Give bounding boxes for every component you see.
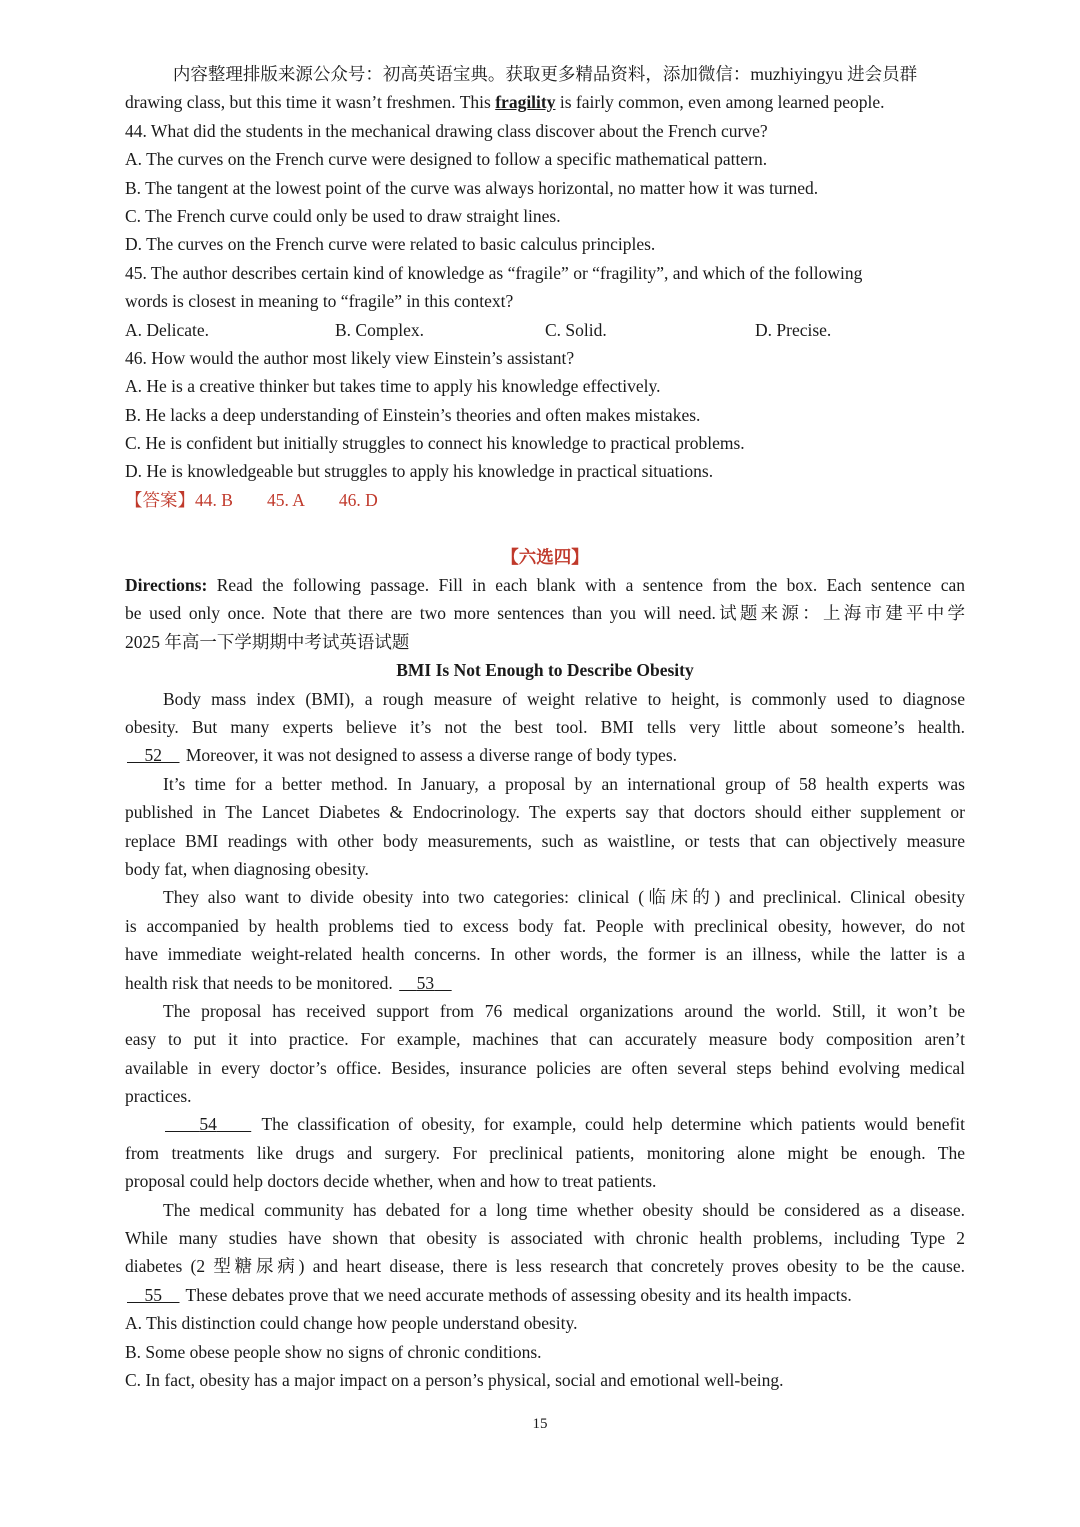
question-45-option: C. Solid.	[545, 319, 607, 340]
passage-line: While many studies have shown that obesity is associated with chronic health problems, including Type 2	[125, 1228, 965, 1249]
question-46-option: C. He is confident but initially struggles to connect his knowledge to practical problems.	[125, 433, 745, 454]
question-46-option: D. He is knowledgeable but struggles to apply his knowledge in practical situations.	[125, 461, 714, 482]
keyword-fragility: fragility	[495, 92, 556, 113]
passage-line: They also want to divide obesity into two categories: clinical (临床的) and preclinical. Clinical obesity	[163, 887, 965, 908]
passage-title: BMI Is Not Enough to Describe Obesity	[396, 660, 694, 681]
directions-line: 2025 年高一下学期期中考试英语试题	[125, 631, 410, 652]
passage-line: It’s time for a better method. In January, a proposal by an international group of 58 health experts was	[163, 773, 965, 794]
question-45-option: B. Complex.	[335, 319, 424, 340]
intro-line: drawing class, but this time it wasn’t freshmen. This fragility is fairly common, even among learned people.	[125, 92, 885, 113]
section-title: 【六选四】	[501, 546, 589, 567]
passage-line: The proposal has received support from 76 medical organizations around the world. Still, it won’t be	[163, 1000, 965, 1021]
passage-line: diabetes (2 型糖尿病) and heart disease, there is less research that concretely proves obesity to be the cause.	[125, 1256, 965, 1277]
question-45-option: D. Precise.	[755, 319, 832, 340]
question-45-options	[125, 316, 965, 344]
answer-44: 【答案】44. B	[125, 489, 233, 510]
directions-line: Directions: Read the following passage. Fill in each blank with a sentence from the box. Each sentence can	[125, 575, 965, 596]
question-46-option: A. He is a creative thinker but takes time to apply his knowledge effectively.	[125, 376, 661, 397]
document-page	[125, 60, 965, 1394]
passage-line: 55 These debates prove that we need accurate methods of assessing obesity and its health impacts.	[125, 1281, 965, 1309]
choice-item: C. In fact, obesity has a major impact on a person’s physical, social and emotional well-being.	[125, 1369, 784, 1390]
passage-line: 52 Moreover, it was not designed to assess a diverse range of body types.	[125, 741, 965, 769]
question-45-stem-cont: words is closest in meaning to “fragile” in this context?	[125, 291, 514, 312]
answer-key	[125, 486, 965, 514]
source-header: 内容整理排版来源公众号：初高英语宝典。获取更多精品资料，添加微信：muzhiyingyu 进会员群	[172, 64, 918, 84]
blank-55: 55	[144, 1284, 162, 1305]
choice-item: A. This distinction could change how people understand obesity.	[125, 1313, 578, 1334]
blank-52: 52	[144, 745, 162, 766]
directions-label: Directions:	[125, 575, 208, 596]
passage-line: have immediate weight-related health concerns. In other words, the former is an illness, while the latter is a	[125, 944, 965, 965]
passage-line: obesity. But many experts believe it’s not the best tool. BMI tells very little about someone’s health.	[125, 716, 965, 737]
question-44-option: A. The curves on the French curve were designed to follow a specific mathematical pattern.	[125, 149, 768, 170]
question-44-option: B. The tangent at the lowest point of the curve was always horizontal, no matter how it was turned.	[125, 177, 819, 198]
passage-line: health risk that needs to be monitored. 53	[125, 969, 965, 997]
question-46-stem: 46. How would the author most likely view Einstein’s assistant?	[125, 347, 575, 368]
passage-line: published in The Lancet Diabetes & Endocrinology. The experts say that doctors should either supplement or	[125, 802, 965, 823]
passage-line: available in every doctor’s office. Besides, insurance policies are often several steps behind evolving medical	[125, 1057, 965, 1078]
passage-line: is accompanied by health problems tied to excess body fat. People with preclinical obesity, however, do not	[125, 915, 965, 936]
question-45-stem: 45. The author describes certain kind of knowledge as “fragile” or “fragility”, and which of the following	[125, 262, 863, 283]
passage-line: practices.	[125, 1086, 192, 1107]
page-number: 15	[532, 1416, 548, 1432]
passage-line: 54 The classification of obesity, for example, could help determine which patients would benefit	[125, 1110, 965, 1138]
passage-line: The medical community has debated for a long time whether obesity should be considered as a disease.	[163, 1199, 965, 1220]
passage-line: replace BMI readings with other body measurements, such as waistline, or tests that can objectively measure	[125, 830, 965, 851]
question-45-option: A. Delicate.	[125, 319, 210, 340]
question-44-option: D. The curves on the French curve were related to basic calculus principles.	[125, 234, 656, 255]
passage-line: proposal could help doctors decide whether, when and how to treat patients.	[125, 1171, 657, 1192]
passage-line: easy to put it into practice. For example, machines that can accurately measure body composition aren’t	[125, 1029, 965, 1050]
passage-line: body fat, when diagnosing obesity.	[125, 858, 369, 879]
blank-54: 54	[199, 1114, 217, 1135]
answer-45: 45. A	[266, 489, 305, 510]
question-44-option: C. The French curve could only be used to draw straight lines.	[125, 205, 561, 226]
answer-46: 46. D	[338, 489, 378, 510]
passage-line: Body mass index (BMI), a rough measure of weight relative to height, is commonly used to diagnose	[163, 688, 965, 709]
question-46-option: B. He lacks a deep understanding of Einstein’s theories and often makes mistakes.	[125, 404, 701, 425]
choice-item: B. Some obese people show no signs of chronic conditions.	[125, 1341, 542, 1362]
question-44-stem: 44. What did the students in the mechanical drawing class discover about the French curve?	[125, 120, 768, 141]
directions-line: be used only once. Note that there are two more sentences than you will need.试题来源：上海市建平中学	[125, 603, 965, 624]
blank-53: 53	[416, 972, 435, 993]
passage-line: from treatments like drugs and surgery. For preclinical patients, monitoring alone might be enough. The	[125, 1142, 965, 1163]
